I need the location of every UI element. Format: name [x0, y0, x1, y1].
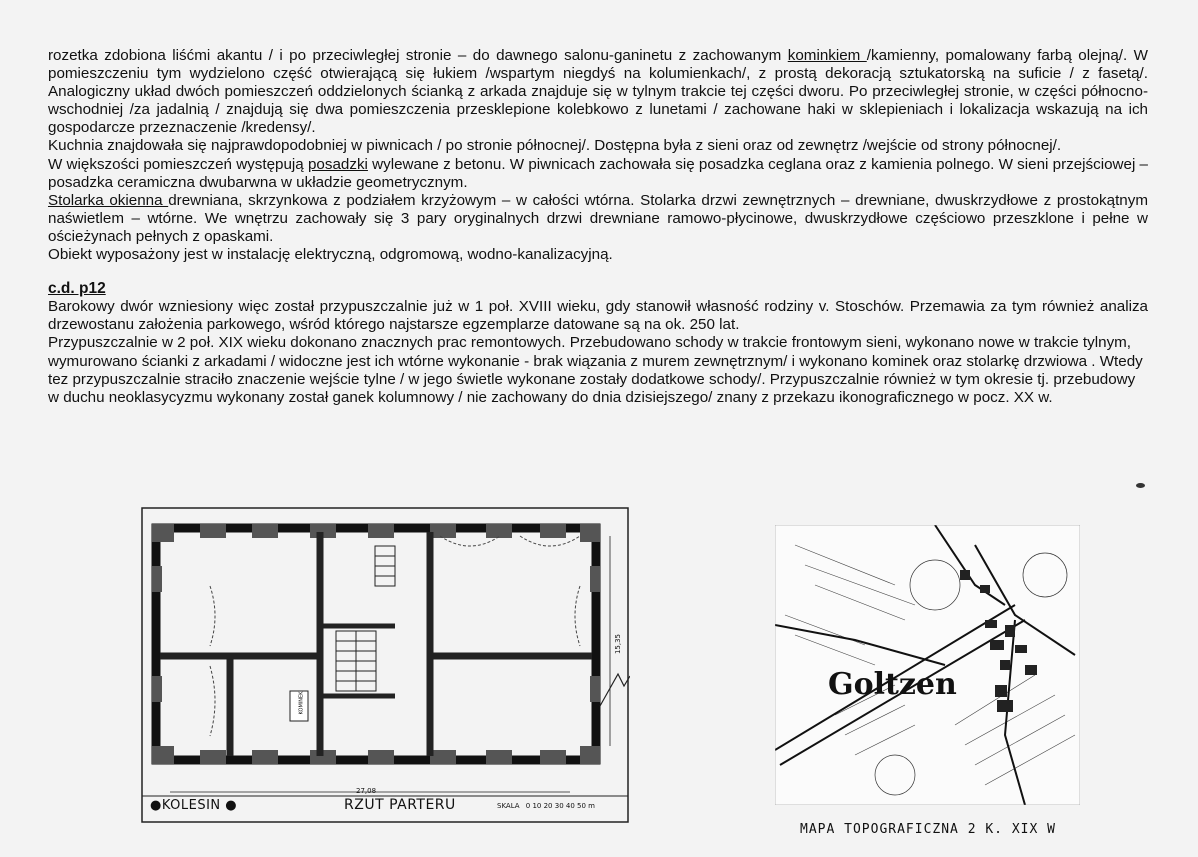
bullet-icon: ●: [220, 798, 238, 813]
paragraph-text: wylewane z betonu. W piwnicach zachowała się posadzka ceglana oraz z kamienia polnego. W sieni przejściowej – posadzka ceramiczna dwubarwna w układzie geometrycznym.: [48, 155, 1149, 191]
plan-caption-left: [150, 798, 237, 813]
bullet-icon: ●: [150, 798, 162, 813]
paragraph: [48, 47, 1148, 137]
paragraph-text: Barokowy dwór wzniesiony więc został przypuszczalnie już w 1 poł. XVIII wieku, gdy stanowił własność rodziny v. Stoschów. Przemawia za tym również analiza drzewostanu założenia parkowego, wśród którego najstarsze egzemplarze datowane są na ok. 250 lat.: [48, 298, 1148, 334]
paragraph: [48, 334, 1148, 406]
paragraph-text: drewniana, skrzynkowa z podziałem krzyżowym – w całości wtórna. Stolarka drzwi zewnętrznych – drewniane, dwuskrzydłowe z prostokątnym naświetlem – wtórne. We wnętrzu zachowały się 3 pary oryginalnych drzwi drewniane ramowo-płycinowe, dwuskrzydłowe częściowo przeszklone i pełne w ościeżynach pełnych z opaskami.: [48, 191, 1148, 245]
scale-label: SKALA: [497, 802, 520, 810]
map-caption: MAPA TOPOGRAFICZNA 2 K. XIX W: [800, 822, 1056, 837]
fireplace-label: KOMINEK: [298, 691, 305, 715]
top-paragraphs: [48, 47, 1148, 264]
underlined-term: Stolarka okienna: [48, 191, 169, 209]
dimension-vertical: 15,35: [614, 633, 623, 655]
bottom-paragraphs: [48, 298, 1148, 407]
paragraph-text: rozetka zdobiona liśćmi akantu / i po przeciwległej stronie – do dawnego salonu-ganinetu z zachowanym: [48, 47, 788, 64]
paragraph: [48, 156, 1148, 192]
plan-title: RZUT PARTERU: [344, 797, 456, 813]
underlined-term: posadzki: [307, 155, 368, 173]
paragraph: [48, 298, 1148, 334]
scale-ticks: 0 10 20 30 40 50 m: [525, 802, 595, 810]
dimension-horizontal: 27,08: [356, 787, 377, 795]
paragraph-text: Przypuszczalnie w 2 poł. XIX wieku dokonano znacznych prac remontowych. Przebudowano schody w trakcie frontowym sieni, wykonano nowe w trakcie tylnym, wymurowano ścianki z arkadami / widoczne jest ich wtórne wykonanie - brak wiązania z murem zewnętrznym/ i wykonano kominek oraz stolarkę drzwiowa . Wtedy tez przypuszczalnie straciło znaczenie wejście tylne / w jego świetle wykonane zostały dodatkowe schody/. Przypuszczalnie również w tym okresie tj. przebudowy w duchu neoklasycyzmu wykonany został ganek kolumnowy / nie zachowany do dnia dzisiejszego/ znany z przekazu ikonograficznego w pocz. XX w.: [48, 334, 1143, 406]
ink-mark: [1136, 483, 1145, 488]
paragraph-text: /kamienny, pomalowany farbą olejną/. W pomieszczeniu tym wydzielono część otwierającą się łukiem /wspartym niegdyś na kolumienkach/, z prostą dekoracją sztukatorską na suficie / z fasetą/. Analogiczny układ dwóch pomieszczeń oddzielonych ścianką z arkada znajduje się w tylnym trakcie tej części dworu. Po przeciwległej stronie, w części północno-wschodniej /za jadalnią / znajdują się dwa pomieszczenia przesklepione kolebkowo z lunetami / zachowane haki w sklepieniach i lokalizacja wskazują na ich gospodarcze przeznaczenie /kredensy/.: [48, 47, 1148, 137]
underlined-term: kominkiem: [787, 47, 867, 64]
plan-scale: [497, 802, 595, 810]
plan-place-name: KOLESIN: [161, 798, 221, 813]
paragraph-text: W większości pomieszczeń występują: [48, 155, 308, 173]
paragraph: [48, 137, 1148, 155]
section-heading: c.d. p12: [48, 280, 106, 298]
topographic-map: [775, 525, 1080, 805]
paragraph-text: Kuchnia znajdowała się najprawdopodobniej w piwnicach / po stronie północnej/. Dostępna była z sieni oraz od zewnętrz /wejście od strony północnej/.: [48, 137, 1062, 155]
body-text: [48, 47, 1148, 407]
floor-plan-drawing: [140, 506, 630, 824]
paragraph: [48, 192, 1148, 246]
paragraph-text: Obiekt wyposażony jest w instalację elektryczną, odgromową, wodno-kanalizacyjną.: [48, 246, 613, 264]
map-place-label: Goltzen: [828, 667, 957, 702]
paragraph: [48, 246, 1148, 264]
